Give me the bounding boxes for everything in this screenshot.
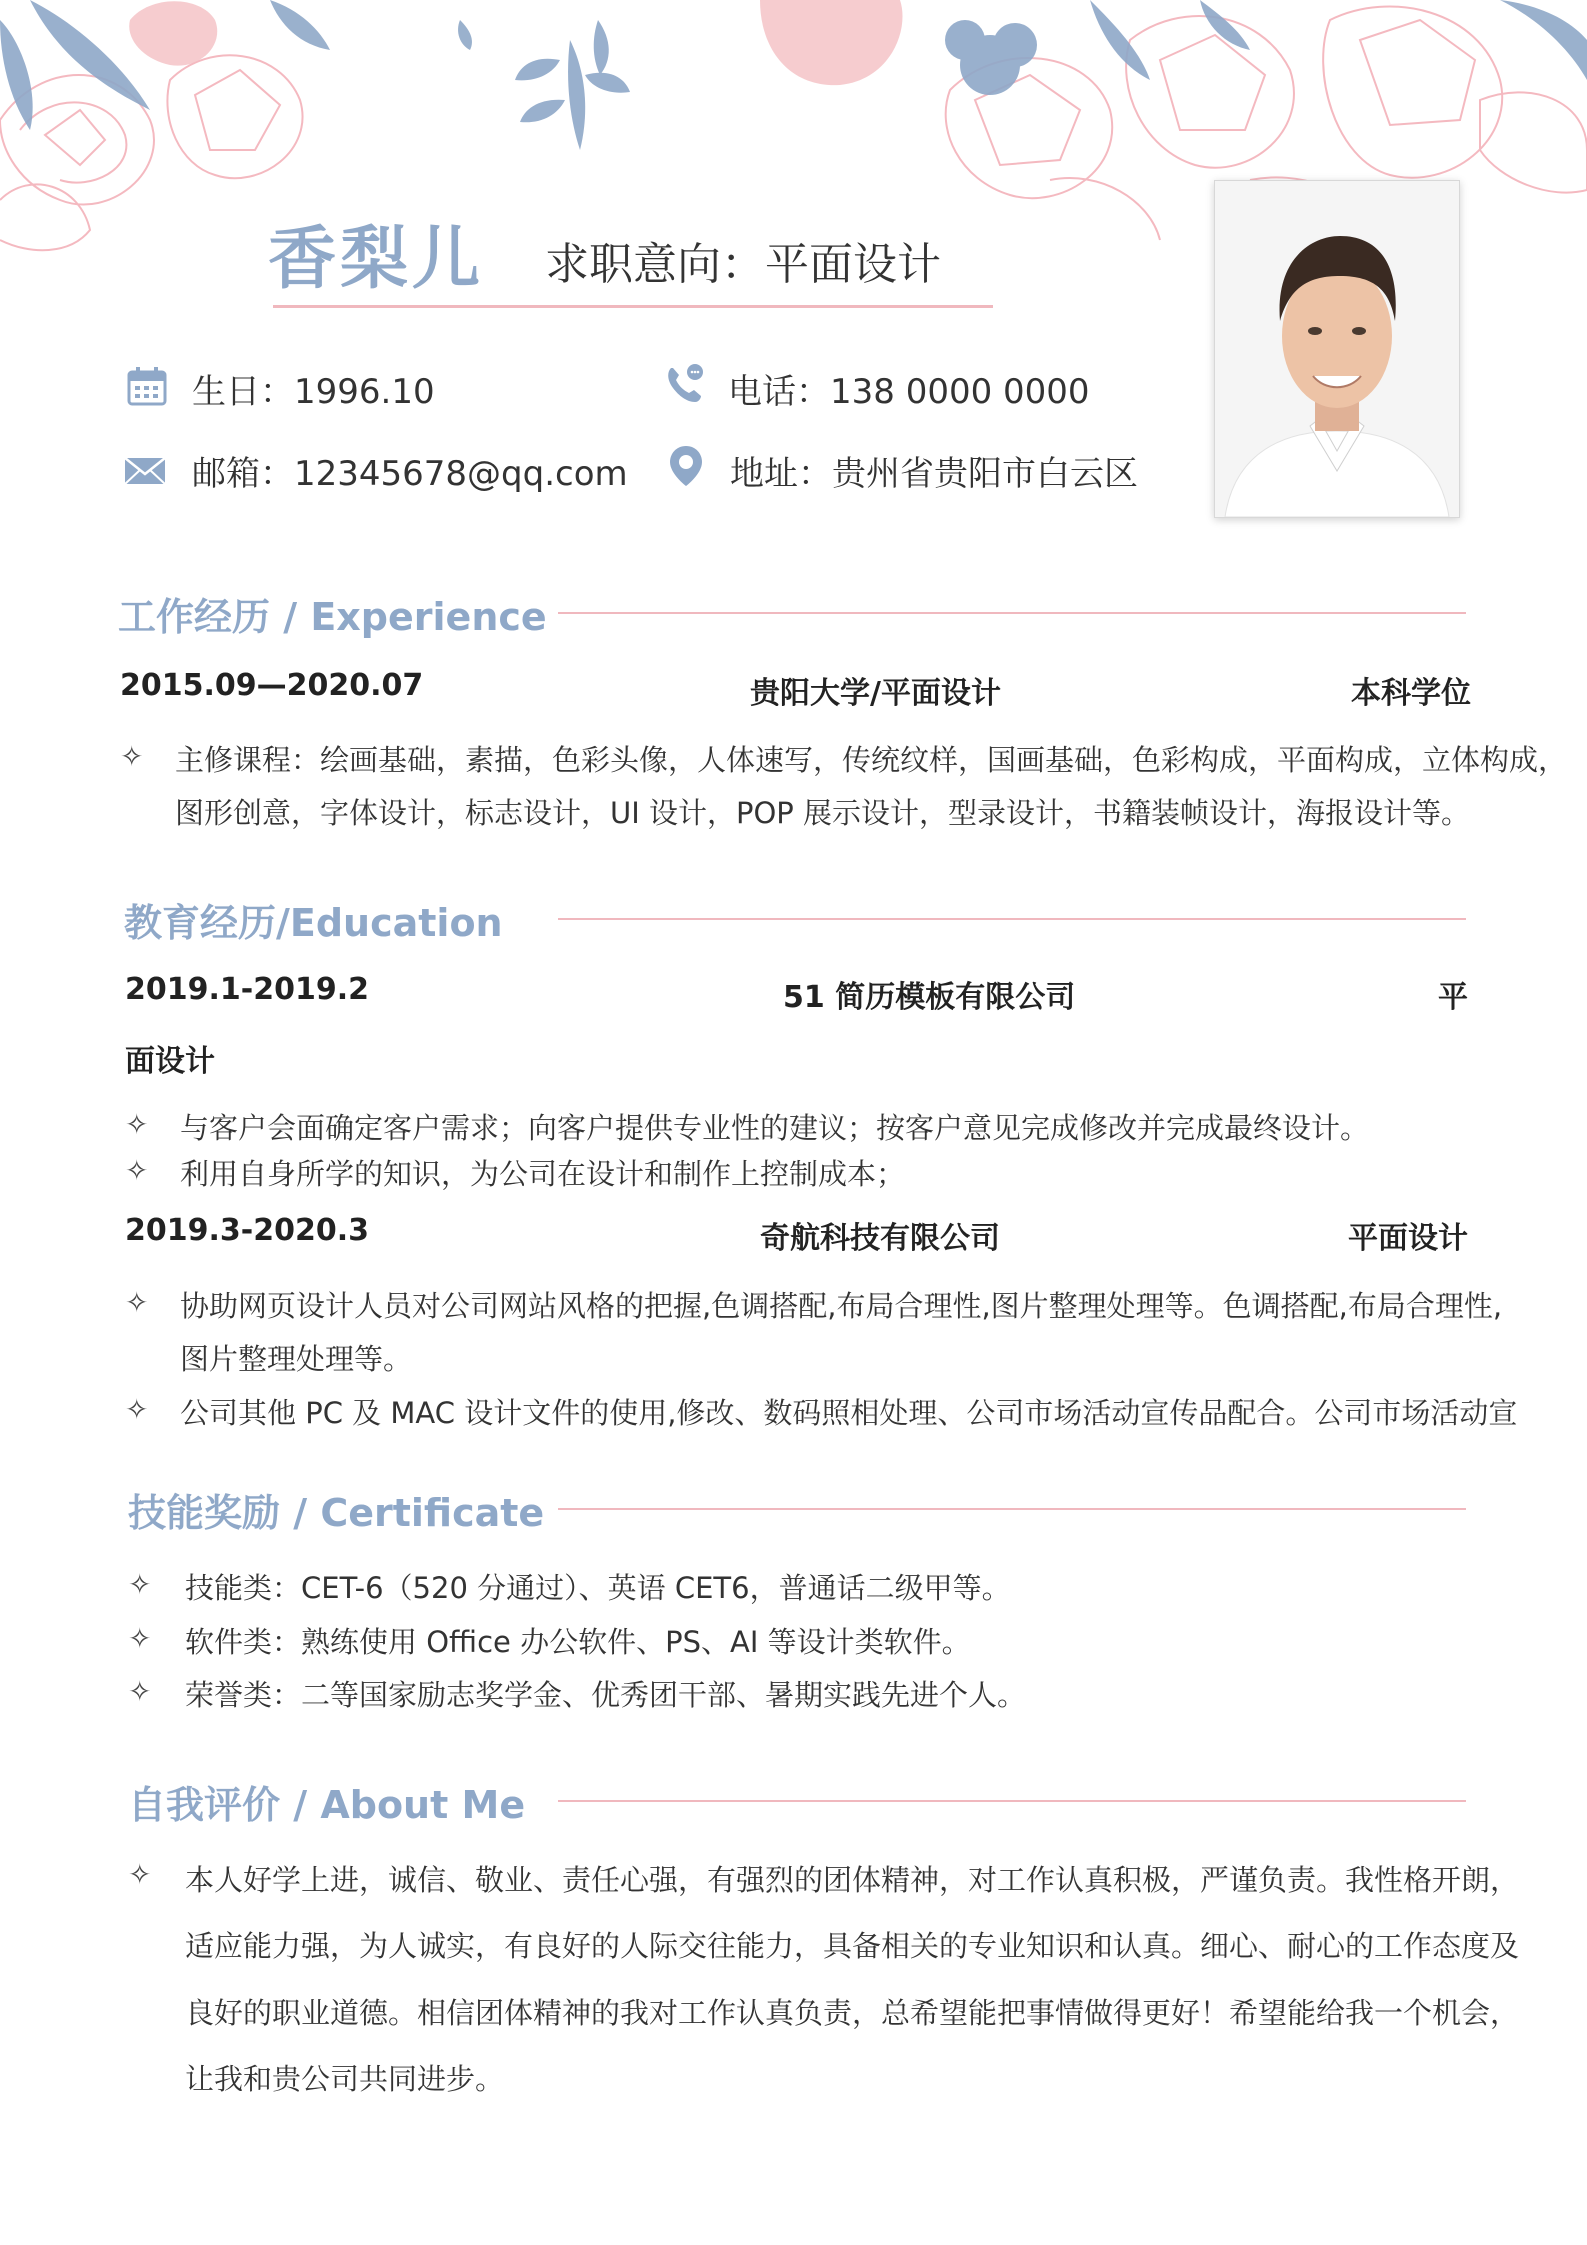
certificate-item: 荣誉类：二等国家励志奖学金、优秀团干部、暑期实践先进个人。: [185, 1678, 1027, 1712]
job2-role: 平面设计: [1348, 1221, 1468, 1256]
about-line: 让我和贵公司共同进步。: [185, 2062, 505, 2096]
job2-bullet: 协助网页设计人员对公司网站风格的把握,色调搭配,布局合理性,图片整理处理等。色调搭配,布局合理性,: [180, 1289, 1503, 1323]
job2-bullet: 公司其他 PC 及 MAC 设计文件的使用,修改、数码照相处理、公司市场活动宣传品配合。公司市场活动宣: [180, 1396, 1518, 1430]
bullet-icon: ✧: [128, 1568, 152, 1601]
phone-text: 电话：138 0000 0000: [728, 372, 1090, 412]
title-divider: [273, 305, 993, 308]
job1-bullet: 利用自身所学的知识，为公司在设计和制作上控制成本；: [180, 1157, 906, 1191]
bullet-icon: ✧: [125, 1154, 149, 1187]
birthday-text: 生日：1996.10: [192, 372, 435, 412]
email-text: 邮箱：12345678@qq.com: [192, 454, 628, 494]
bullet-icon: ✧: [128, 1675, 152, 1708]
certificate-item: 技能类：CET-6（520 分通过）、英语 CET6，普通话二级甲等。: [185, 1571, 1011, 1605]
bullet-icon: ✧: [128, 1858, 152, 1891]
section-title-about: 自我评价 / About Me: [128, 1783, 526, 1827]
about-line: 良好的职业道德。相信团体精神的我对工作认真负责，总希望能把事情做得更好！希望能给我一个机会，: [185, 1996, 1520, 2030]
certificate-item: 软件类：熟练使用 Office 办公软件、PS、AI 等设计类软件。: [185, 1625, 971, 1659]
job1-date: 2019.1-2019.2: [125, 972, 369, 1007]
job2-date: 2019.3-2020.3: [125, 1213, 369, 1248]
section-divider: [558, 612, 1466, 614]
bullet-icon: ✧: [120, 740, 144, 773]
section-title-certificate: 技能奖励 / Certificate: [128, 1491, 545, 1535]
section-title-experience: 工作经历 / Experience: [118, 595, 547, 639]
bullet-icon: ✧: [125, 1286, 149, 1319]
profile-photo: [1214, 180, 1460, 518]
job1-bullet: 与客户会面确定客户需求；向客户提供专业性的建议；按客户意见完成修改并完成最终设计。: [180, 1111, 1370, 1145]
job1-role-cont: 面设计: [125, 1044, 215, 1079]
experience-role: 本科学位: [1351, 676, 1471, 711]
mail-icon: [123, 448, 167, 496]
job2-bullet: 图片整理处理等。: [180, 1342, 413, 1376]
section-divider: [558, 1508, 1466, 1510]
address-text: 地址：贵州省贵阳市白云区: [730, 454, 1138, 494]
about-line: 适应能力强，为人诚实，有良好的人际交往能力，具备相关的专业知识和认真。细心、耐心的工作态度及: [185, 1929, 1520, 1963]
bullet-icon: ✧: [125, 1108, 149, 1141]
bullet-icon: ✧: [125, 1393, 149, 1426]
section-divider: [558, 918, 1466, 920]
job1-role: 平: [1438, 980, 1468, 1015]
job-intent: 求职意向：平面设计: [545, 239, 941, 290]
about-line: 本人好学上进，诚信、敬业、责任心强，有强烈的团体精神，对工作认真积极，严谨负责。我性格开朗，: [185, 1863, 1520, 1897]
phone-icon: [663, 362, 707, 410]
section-divider: [558, 1800, 1466, 1802]
experience-desc-line: 主修课程：绘画基础，素描，色彩头像，人体速写，传统纹样，国画基础，色彩构成，平面构成，立体构成，: [175, 743, 1568, 777]
experience-org: 贵阳大学/平面设计: [750, 676, 1001, 711]
calendar-icon: [125, 364, 169, 412]
job1-org: 51 简历模板有限公司: [783, 980, 1076, 1015]
candidate-name: 香梨儿: [268, 220, 485, 299]
experience-desc-line: 图形创意，字体设计，标志设计，UI 设计，POP 展示设计，型录设计，书籍装帧设计，海报设计等。: [175, 796, 1471, 830]
bullet-icon: ✧: [128, 1622, 152, 1655]
location-icon: [664, 444, 708, 492]
job2-org: 奇航科技有限公司: [760, 1221, 1000, 1256]
experience-date: 2015.09—2020.07: [120, 668, 424, 703]
section-title-education: 教育经历/Education: [124, 901, 503, 945]
